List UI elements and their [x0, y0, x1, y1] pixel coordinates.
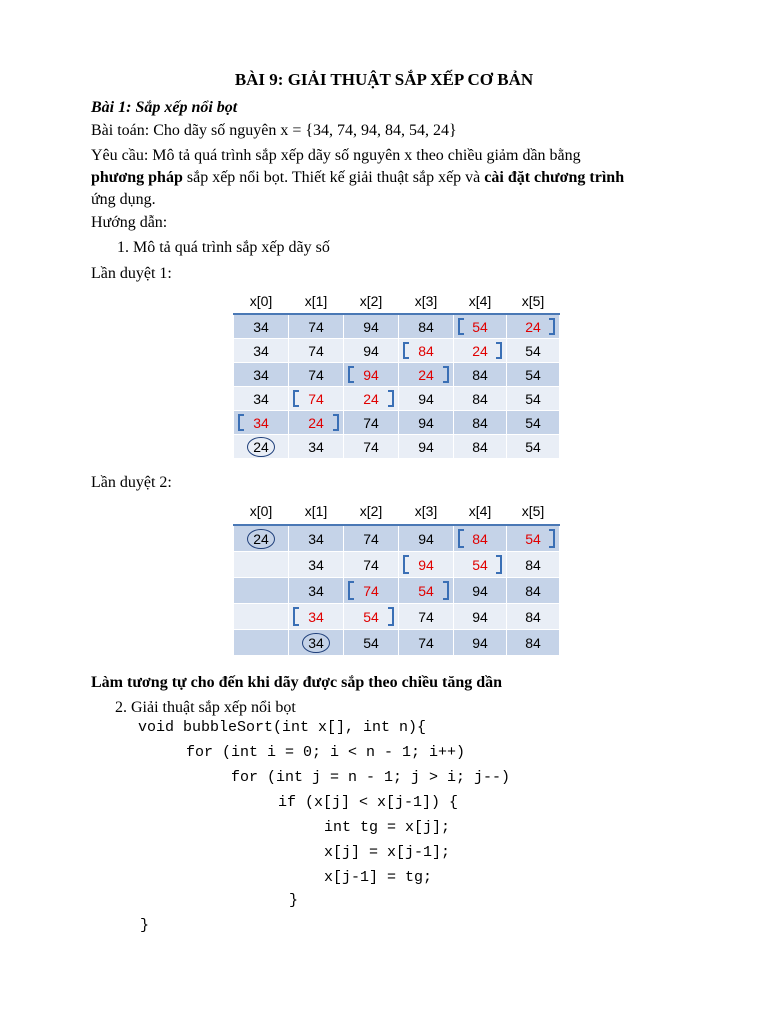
- code-line: if (x[j] < x[j-1]) {: [278, 794, 459, 811]
- table-row: [234, 387, 560, 411]
- code-line: x[j] = x[j-1];: [324, 844, 451, 861]
- table-cell: 94: [399, 435, 454, 459]
- table-cell: 94: [454, 630, 507, 656]
- table-cell: 74: [289, 339, 344, 363]
- table-cell: 34: [289, 435, 344, 459]
- table-cell: 34: [289, 578, 344, 604]
- table-cell: 74: [289, 387, 344, 411]
- code-line: }: [140, 917, 150, 934]
- column-header: x[4]: [454, 289, 507, 315]
- requirement-bold-method: phương pháp: [91, 169, 183, 186]
- requirement-line-2-text: sắp xếp nổi bọt. Thiết kế giải thuật sắp xếp và: [182, 169, 485, 186]
- circled-value: 24: [247, 437, 275, 457]
- table-row: [234, 314, 560, 339]
- table-cell: 24: [289, 411, 344, 435]
- table-cell: [234, 630, 289, 656]
- code-line: void bubbleSort(int x[], int n){: [138, 719, 427, 736]
- table-cell: 94: [344, 363, 399, 387]
- table-cell: 54: [507, 387, 560, 411]
- table-cell: 94: [399, 525, 454, 552]
- pass-2-table: [233, 497, 560, 656]
- code-line: for (int i = 0; i < n - 1; i++): [186, 744, 466, 761]
- table-cell: [234, 525, 289, 552]
- table-cell: 34: [234, 363, 289, 387]
- table-row: [234, 435, 560, 459]
- requirement-line-2: [91, 166, 624, 189]
- table-cell: 74: [344, 435, 399, 459]
- table-cell: 84: [454, 387, 507, 411]
- table-cell: 94: [399, 552, 454, 578]
- circled-value: 34: [302, 633, 330, 653]
- table-row: [234, 604, 560, 630]
- code-line: for (int j = n - 1; j > i; j--): [231, 769, 511, 786]
- problem-statement: Bài toán: Cho dãy số nguyên x = {34, 74, 94, 84, 54, 24}: [91, 122, 457, 139]
- table-cell: 94: [399, 411, 454, 435]
- table-row: [234, 578, 560, 604]
- table-cell: 54: [344, 604, 399, 630]
- column-header: x[5]: [507, 289, 560, 315]
- table-cell: 24: [399, 363, 454, 387]
- table-cell: 54: [507, 411, 560, 435]
- code-line: x[j-1] = tg;: [324, 869, 433, 886]
- requirement-bold-implement: cài đặt chương trình: [484, 169, 625, 186]
- table-cell: 74: [344, 578, 399, 604]
- table-cell: 94: [399, 387, 454, 411]
- code-line: int tg = x[j];: [324, 819, 451, 836]
- table-cell: 54: [507, 435, 560, 459]
- guide-heading: Hướng dẫn:: [91, 214, 168, 231]
- table-row: [234, 630, 560, 656]
- table-cell: 54: [507, 525, 560, 552]
- table-cell: 84: [399, 339, 454, 363]
- table-cell: 54: [507, 339, 560, 363]
- table-cell: 74: [344, 525, 399, 552]
- table-header-row: [234, 498, 560, 526]
- requirement-line-1: Yêu cầu: Mô tả quá trình sắp xếp dãy số nguyên x theo chiều giảm dần bằng: [91, 147, 581, 164]
- column-header: x[1]: [289, 289, 344, 315]
- table-cell: 54: [344, 630, 399, 656]
- table-cell: 74: [289, 363, 344, 387]
- table-cell: 34: [234, 314, 289, 339]
- table-cell: 84: [507, 604, 560, 630]
- table-cell: 54: [507, 363, 560, 387]
- table-cell: 74: [344, 552, 399, 578]
- page-title: BÀI 9: GIẢI THUẬT SẮP XẾP CƠ BẢN: [234, 70, 534, 89]
- circled-value: 24: [247, 529, 275, 549]
- table-cell: [289, 630, 344, 656]
- table-cell: [234, 552, 289, 578]
- table-cell: 34: [289, 552, 344, 578]
- column-header: x[0]: [234, 498, 289, 526]
- table-cell: [234, 578, 289, 604]
- table-cell: 34: [234, 411, 289, 435]
- table-cell: 84: [399, 314, 454, 339]
- conclusion-text: Làm tương tự cho đến khi dãy được sắp theo chiều tăng dần: [91, 674, 503, 691]
- column-header: x[2]: [344, 498, 399, 526]
- column-header: x[3]: [399, 289, 454, 315]
- table-cell: 74: [289, 314, 344, 339]
- table-cell: 34: [289, 604, 344, 630]
- table-cell: 54: [454, 552, 507, 578]
- table-cell: [234, 435, 289, 459]
- table-cell: [234, 604, 289, 630]
- column-header: x[0]: [234, 289, 289, 315]
- table-cell: 94: [454, 604, 507, 630]
- table-cell: 84: [507, 630, 560, 656]
- table-row: [234, 552, 560, 578]
- step-1: 1. Mô tả quá trình sắp xếp dãy số: [117, 239, 330, 256]
- column-header: x[5]: [507, 498, 560, 526]
- table-cell: 34: [234, 387, 289, 411]
- column-header: x[1]: [289, 498, 344, 526]
- table-cell: 84: [454, 525, 507, 552]
- table-cell: 94: [454, 578, 507, 604]
- table-cell: 74: [399, 604, 454, 630]
- table-cell: 94: [344, 339, 399, 363]
- table-cell: 84: [507, 578, 560, 604]
- exercise-heading: Bài 1: Sắp xếp nổi bọt: [91, 99, 238, 116]
- table-cell: 54: [454, 314, 507, 339]
- pass-2-label: Lần duyệt 2:: [91, 474, 172, 491]
- table-cell: 24: [507, 314, 560, 339]
- table-cell: 94: [344, 314, 399, 339]
- table-row: [234, 411, 560, 435]
- step-2: 2. Giải thuật sắp xếp nổi bọt: [115, 699, 296, 716]
- table-cell: 74: [399, 630, 454, 656]
- table-cell: 34: [234, 339, 289, 363]
- table-header-row: [234, 289, 560, 315]
- table-cell: 84: [454, 435, 507, 459]
- table-cell: 34: [289, 525, 344, 552]
- table-row: [234, 363, 560, 387]
- table-cell: 54: [399, 578, 454, 604]
- table-cell: 84: [454, 363, 507, 387]
- table-cell: 84: [454, 411, 507, 435]
- column-header: x[2]: [344, 289, 399, 315]
- table-row: [234, 339, 560, 363]
- column-header: x[3]: [399, 498, 454, 526]
- pass-1-label: Lần duyệt 1:: [91, 265, 172, 282]
- table-row: [234, 525, 560, 552]
- table-cell: 24: [344, 387, 399, 411]
- column-header: x[4]: [454, 498, 507, 526]
- table-cell: 24: [454, 339, 507, 363]
- table-cell: 74: [344, 411, 399, 435]
- requirement-line-3: ứng dụng.: [91, 191, 156, 208]
- table-cell: 84: [507, 552, 560, 578]
- pass-1-table: [233, 288, 560, 459]
- code-line: }: [289, 892, 299, 909]
